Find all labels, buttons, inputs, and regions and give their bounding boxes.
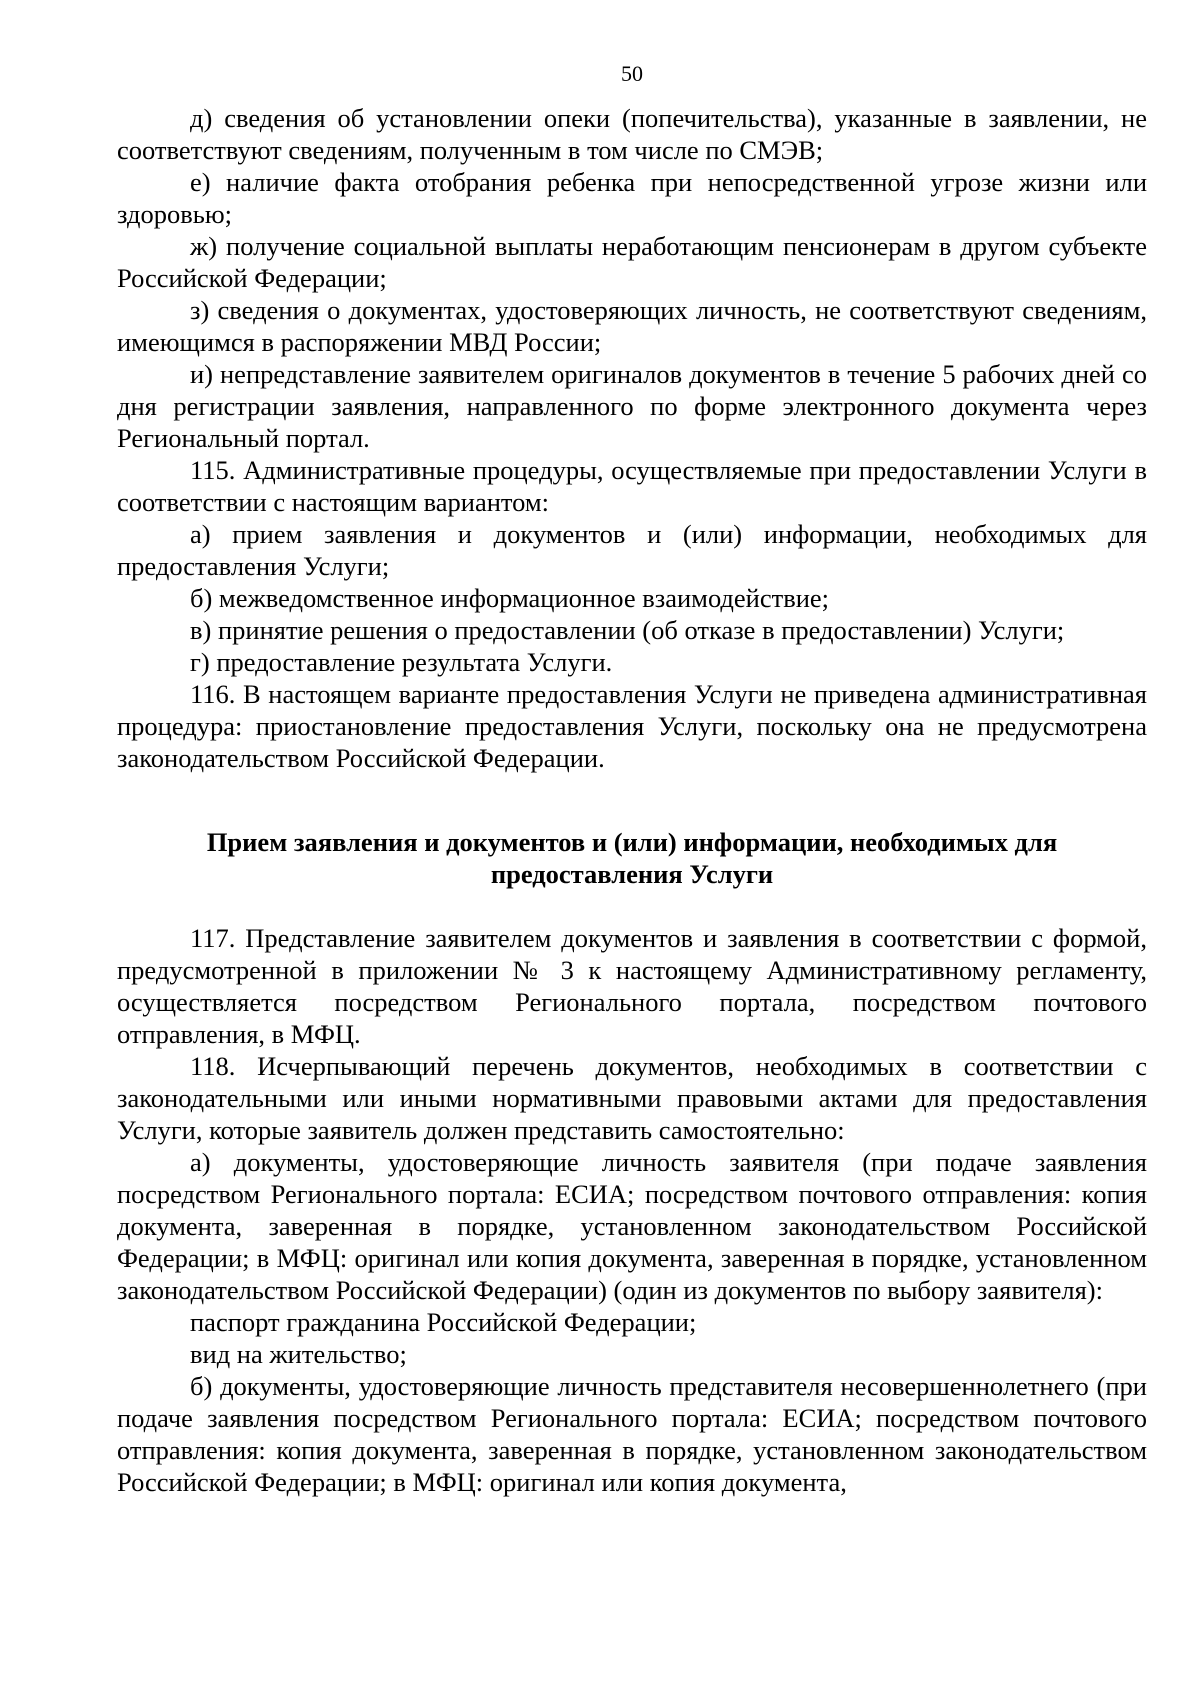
paragraph-item-z: з) сведения о документах, удостоверяющих личность, не соответствуют сведениям, имеющимся в распоряжении МВД России; [117,295,1147,357]
paragraph-115-v: в) принятие решения о предоставлении (об отказе в предоставлении) Услуги; [190,615,1065,645]
paragraph-118: 118. Исчерпывающий перечень документов, необходимых в соответствии с законодательными или иными нормативными правовыми актами для предоставления Услуги, которые заявитель должен представить самостоятельно: [117,1051,1147,1145]
paragraph-118-b: б) документы, удостоверяющие личность представителя несовершеннолетнего (при подаче заявления посредством Регионального портала: ЕСИА; посредством почтового отправления: копия документа, заверенная в порядке, установленном законодательством Российской Федерации; в МФЦ: оригинал или копия документа, [117,1371,1147,1497]
paragraph-residence-permit: вид на жительство; [190,1339,407,1369]
paragraph-item-d: д) сведения об установлении опеки (попечительства), указанные в заявлении, не соответствуют сведениям, полученным в том числе по СМЭВ; [117,103,1147,165]
paragraph-item-e: е) наличие факта отобрания ребенка при непосредственной угрозе жизни или здоровью; [117,167,1147,229]
paragraph-item-i: и) непредставление заявителем оригиналов документов в течение 5 рабочих дней со дня регистрации заявления, направленного по форме электронного документа через Региональный портал. [117,359,1147,453]
paragraph-118-a: а) документы, удостоверяющие личность заявителя (при подаче заявления посредством Регионального портала: ЕСИА; посредством почтового отправления: копия документа, заверенная в порядке, установленном законодательством Российской Федерации; в МФЦ: оригинал или копия документа, заверенная в порядке, установленном законодательством Российской Федерации) (один из документов по выбору заявителя): [117,1147,1147,1305]
document-page [117,60,1147,1498]
page-number: 50 [621,61,643,86]
paragraph-115-b: б) межведомственное информационное взаимодействие; [190,583,830,613]
paragraph-115: 115. Административные процедуры, осуществляемые при предоставлении Услуги в соответствии с настоящим вариантом: [117,455,1147,517]
section-heading: Прием заявления и документов и (или) информации, необходимых для предоставления Услуги [206,827,1058,889]
paragraph-item-zh: ж) получение социальной выплаты неработающим пенсионерам в другом субъекте Российской Федерации; [117,231,1147,293]
paragraph-115-g: г) предоставление результата Услуги. [190,647,613,677]
section-top [117,102,1147,774]
section-bottom [117,922,1147,1498]
paragraph-passport: паспорт гражданина Российской Федерации; [190,1307,697,1337]
paragraph-116: 116. В настоящем варианте предоставления Услуги не приведена административная процедура: приостановление предоставления Услуги, поскольку она не предусмотрена законодательством Российской Федерации. [117,679,1147,773]
paragraph-117: 117. Представление заявителем документов и заявления в соответствии с формой, предусмотренной в приложении № 3 к настоящему Административному регламенту, осуществляется посредством Регионального портала, посредством почтового отправления, в МФЦ. [117,923,1147,1049]
paragraph-115-a: а) прием заявления и документов и (или) информации, необходимых для предоставления Услуги; [117,519,1147,581]
